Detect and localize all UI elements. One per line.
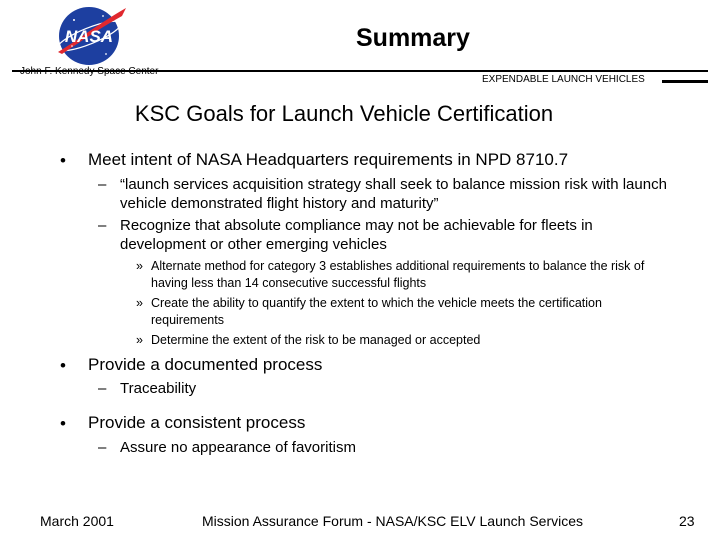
page-number: 23: [679, 513, 695, 529]
dash-marker: –: [98, 217, 107, 234]
bullet-text: Provide a documented process: [88, 355, 323, 374]
subsub-bullet-text: Determine the extent of the risk to be managed or accepted: [151, 333, 481, 347]
nasa-logo: [48, 2, 130, 68]
slide-title: Summary: [356, 24, 470, 52]
dash-marker: –: [98, 439, 107, 456]
bullet-marker: •: [60, 356, 66, 375]
logo-wordmark: NASA: [64, 27, 114, 46]
dash-marker: –: [98, 176, 107, 193]
bullet-marker: •: [60, 414, 66, 433]
footer-date: March 2001: [40, 513, 114, 529]
subsub-marker: »: [136, 296, 143, 310]
slide-heading: KSC Goals for Launch Vehicle Certification: [134, 101, 554, 126]
bullet-text: Meet intent of NASA Headquarters requirements in NPD 8710.7: [88, 150, 569, 169]
division-label: EXPENDABLE LAUNCH VEHICLES: [482, 74, 645, 85]
sub-bullet-text: “launch services acquisition strategy shall seek to balance mission risk with launch vehicle demonstrated flight history and maturity”: [120, 176, 667, 212]
subsub-marker: »: [136, 259, 143, 273]
center-name: John F. Kennedy Space Center: [20, 66, 159, 77]
subsub-bullet-text: Alternate method for category 3 establishes additional requirements to balance the risk of having less than 14 consecutive successful flights: [151, 259, 645, 290]
subsub-marker: »: [136, 333, 143, 347]
footer-event: Mission Assurance Forum - NASA/KSC ELV Launch Services: [202, 513, 584, 529]
subsub-bullet-text: Create the ability to quantify the extent to which the vehicle meets the certification requirements: [151, 296, 602, 327]
sub-bullet-text: Recognize that absolute compliance may not be achievable for fleets in development or other emerging vehicles: [120, 217, 593, 253]
dash-marker: –: [98, 380, 107, 397]
bullet-text: Provide a consistent process: [88, 413, 306, 432]
bullet-marker: •: [60, 151, 66, 170]
sub-bullet-text: Assure no appearance of favoritism: [120, 439, 356, 456]
sub-bullet-text: Traceability: [120, 380, 197, 397]
division-bar: [662, 80, 708, 83]
